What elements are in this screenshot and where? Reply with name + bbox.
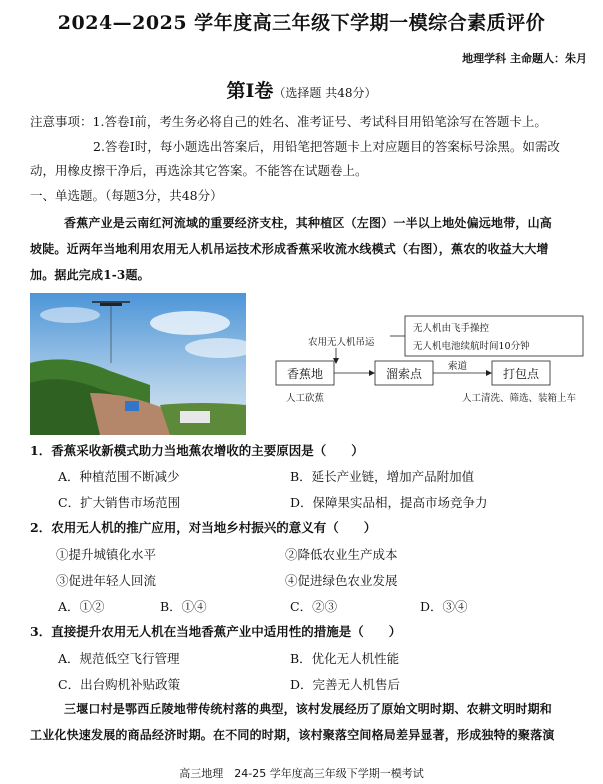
ropeway-label: 索道 [448, 361, 468, 372]
q3-option-c: C．出台购机补贴政策 [58, 677, 181, 692]
drone-hoist-label: 农用无人机吊运 [308, 337, 375, 348]
subject-author: 地理学科 主命题人：朱月 [462, 52, 587, 65]
harvest-flow-diagram [250, 310, 600, 430]
question-2-stem: 2．农用无人机的推广应用，对当地乡村振兴的意义有（ ） [30, 520, 377, 535]
question-3-stem: 3．直接提升农用无人机在当地香蕉产业中适用性的措施是（ ） [30, 624, 402, 639]
q2-option-b: B．①④ [160, 599, 207, 614]
banana-field-photo [30, 293, 246, 435]
juan-label: 第Ⅰ卷 [226, 80, 274, 102]
q2-option-a: A．①② [58, 599, 105, 614]
page-footer: 高三地理 24-25 学年度高三年级下学期一模考试 [179, 767, 424, 780]
notes-item-2b: 动，用橡皮擦干净后，再选涂其它答案。不能答在试题卷上。 [30, 163, 368, 178]
drone-note-2: 无人机电池续航时间10分钟 [413, 341, 530, 352]
notes-item-1: 1.答卷Ⅰ前，考生务必将自己的姓名、准考证号、考试科目用铅笔涂写在答题卡上。 [92, 114, 547, 129]
q1-option-b: B．延长产业链，增加产品附加值 [290, 469, 475, 484]
notes-label: 注意事项： [30, 114, 93, 129]
q2-statement-4: ④促进绿色农业发展 [285, 573, 398, 588]
juan-note: （选择题 共48分） [273, 86, 377, 100]
caption-packing: 人工清洗、筛选、装箱上车 [462, 393, 577, 404]
intro2-line-2: 工业化快速发展的商品经济时期。在不同的时期，该村聚落空间格局差异显著，形成独特的聚落演 [30, 728, 555, 742]
box-banana-field: 香蕉地 [286, 367, 323, 381]
q1-option-c: C．扩大销售市场范围 [58, 495, 181, 510]
q2-statement-3: ③促进年轻人回流 [56, 573, 157, 588]
q2-statement-1: ①提升城镇化水平 [56, 547, 157, 562]
notes-line-1 [30, 112, 547, 130]
intro-line-1: 香蕉产业是云南红河流域的重要经济支柱，其种植区（左图）一半以上地处偏远地带，山高 [64, 216, 553, 230]
box-packing-point: 打包点 [502, 367, 539, 381]
drone-note-1: 无人机由飞手操控 [413, 323, 490, 334]
q2-option-c: C．②③ [290, 599, 338, 614]
section-title: 一、单选题。（每题3分，共48分） [30, 188, 223, 203]
intro2-line-1: 三堰口村是鄂西丘陵地带传统村落的典型，该村发展经历了原始文明时期、农耕文明时期和 [64, 702, 553, 716]
q1-option-a: A．种植范围不断减少 [58, 469, 180, 484]
intro-line-2: 坡陡。近两年当地利用农用无人机吊运技术形成香蕉采收流水线模式（右图），蕉农的收益大大增 [30, 242, 549, 256]
q3-option-a: A．规范低空飞行管理 [58, 651, 180, 666]
q2-statement-2: ②降低农业生产成本 [285, 547, 398, 562]
caption-cut-banana: 人工砍蕉 [285, 393, 324, 404]
exam-title: 2024—2025 学年度高三年级下学期一模综合素质评价 [57, 12, 546, 34]
section-heading [0, 76, 603, 103]
q3-option-b: B．优化无人机性能 [290, 651, 400, 666]
intro-line-3: 加。据此完成1-3题。 [30, 268, 150, 282]
notes-item-2a: 2.答卷Ⅰ时，每小题选出答案后，用铅笔把答题卡上对应题目的答案标号涂黑。如需改 [93, 139, 560, 154]
q2-option-d: D．③④ [420, 599, 468, 614]
box-ropeway-point: 溜索点 [385, 367, 422, 381]
q3-option-d: D．完善无人机售后 [290, 677, 401, 692]
question-1-stem: 1．香蕉采收新模式助力当地蕉农增收的主要原因是（ ） [30, 443, 364, 458]
q1-option-d: D．保障果实品相，提高市场竞争力 [290, 495, 488, 510]
